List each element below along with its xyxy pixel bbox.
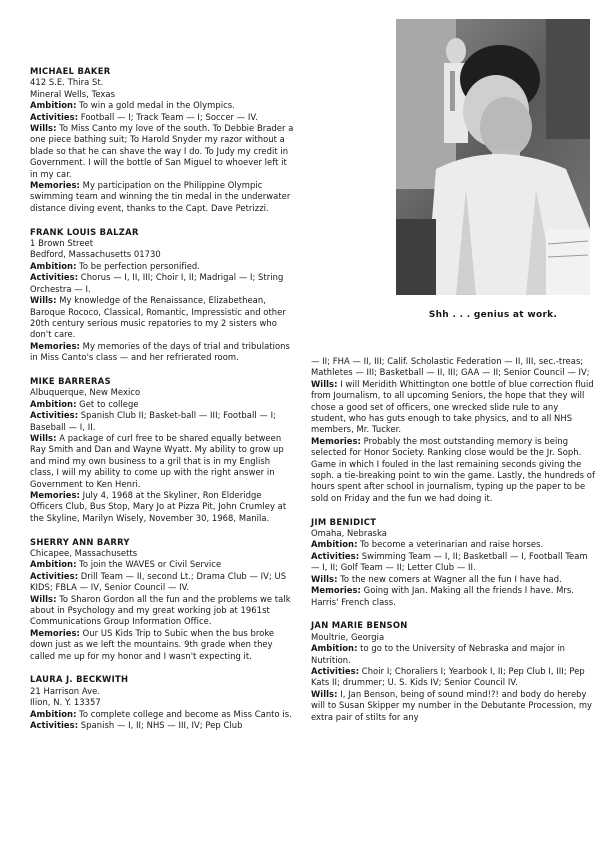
entry-field [30,399,294,410]
field-text: Going with Jan. Making all the friends I have. Mrs. Harris' French class. [311,585,575,607]
field-text: My memories of the days of trial and tribulations in Miss Canto's class — and her refrierated room. [30,340,290,363]
field-label: Activities: [30,272,79,283]
field-text: To win a gold medal in the Olympics. [76,100,235,111]
entry-field [311,666,596,689]
entry-field [30,180,294,214]
entry-field [30,295,294,341]
field-label: Ambition: [30,260,77,271]
field-label: Wills: [30,432,57,443]
entry-field [30,571,294,594]
field-label: Memories: [311,435,361,446]
field-text: July 4, 1968 at the Skyliner, Ron Elderidge Officers Club, Bus Stop, Mary Jo at Pizza Pit, John Crumley at the Skyline, Marilyn Wisely, November 30, 1968, Manila. [30,490,287,523]
field-text: Swimming Team — I, II; Basketball — I, Football Team — I, II; Golf Team — II; Letter Club — II. [311,550,588,573]
entry-field [30,112,294,123]
field-label: Wills: [30,295,57,306]
entry-field [311,689,596,723]
senior-name: JIM BENIDICT [311,516,377,527]
field-label: Ambition: [30,708,77,719]
field-text: To the new comers at Wagner all the fun I have had. [337,573,562,584]
entry-field [311,643,596,666]
field-label: Activities: [311,550,360,561]
field-text: To be perfection personified. [76,260,201,271]
photo-illustration [396,19,590,295]
field-label: Memories: [30,490,80,500]
field-text: Choir I; Choraliers I; Yearbook I, II; Pep Club I, III; Pep Kats II; drummer; U. S. Kids IV; Senior Council IV. [311,665,585,688]
entry-field [311,539,596,550]
senior-name: FRANK LOUIS BALZAR [30,226,139,237]
entry-field [30,261,294,272]
senior-entry [311,517,596,608]
senior-entry [311,620,596,723]
senior-name: LAURA J. BECKWITH [30,674,129,685]
senior-entry [30,537,294,662]
senior-address-line: Mineral Wells, Texas [30,88,116,99]
entry-field [311,585,596,608]
senior-address-line: 412 S.E. Thira St. [30,77,104,88]
field-label: Memories: [311,585,361,596]
field-label: Memories: [30,340,80,351]
senior-entry [30,66,294,214]
continued-entry [311,356,596,504]
field-text: To become a veterinarian and raise horses. [357,539,544,550]
field-text: Spanish — I, II; NHS — III, IV; Pep Club [78,720,243,731]
field-text: Chorus — I, II, III; Choir I, II; Madrigal — I; String Orchestra — I. [30,272,284,294]
field-text: Probably the most outstanding memory is being selected for Honor Society. Ranking close would be the Jr. Soph. Game in which I fouled in the last remaining seconds giving the soph. a tie-breaking point to win the game. Lastly, the hundreds of hours spent after school in journalism, typing up the paper to be sold on Friday and the fun we had doing it. [311,435,595,503]
field-label: Memories: [30,180,80,191]
entry-field [30,433,294,490]
senior-entry [30,227,294,364]
senior-address-line: Chicapee, Massachusetts [30,548,138,559]
field-label: Activities: [311,665,360,676]
entry-field [30,709,294,720]
field-text: To join the WAVES or Civil Service [76,559,222,570]
senior-address-line: 1 Brown Street [30,238,94,249]
field-text: Football — I; Track Team — I; Soccer — IV. [78,111,258,122]
left-column [30,66,294,744]
senior-name: JAN MARIE BENSON [311,620,408,631]
entry-field [311,379,596,436]
entry-field [311,356,596,379]
senior-address-line: Bedford, Massachusetts 01730 [30,249,161,260]
senior-address-line: 21 Harrison Ave. [30,685,101,696]
student-photo [396,19,590,295]
field-label: Wills: [30,123,57,134]
field-label: Ambition: [311,539,358,550]
entry-field [311,574,596,585]
field-text: Drill Team — II, second Lt.; Drama Club — IV; US KIDS; FBLA — IV, Senior Council — IV. [30,570,287,593]
entry-field [30,594,294,628]
entry-field [30,559,294,570]
field-text: to go to the University of Nebraska and major in Nutrition. [311,643,565,665]
field-label: Ambition: [311,643,358,654]
field-label: Wills: [311,378,338,389]
field-label: Ambition: [30,398,77,409]
field-label: Ambition: [30,100,77,111]
field-text: My knowledge of the Renaissance, Elizabethean, Baroque Rococo, Classical, Romantic, Impressistic and other 20th century serious music repatories to my 2 sisters who don't care. [30,295,286,340]
entry-field [30,341,294,364]
field-text: I will Meridith Whittington one bottle of blue correction fluid from Journalism, to all upcoming Seniors, the hope that they will chose a good set of officers, one wrecked slide rule to any student, who has guts enough to take physics, and to all NHS members, Mr. Tucker. [311,378,594,435]
entry-field [30,272,294,295]
senior-name: MIKE BARRERAS [30,375,111,386]
field-text: To Miss Canto my love of the south. To Debbie Brader a one piece bathing suit; To Harold Snyder my razor without a blade so that he can shave the way I do. To Judy my credit in Government. I will the bottle of San Miguel to whoever left it in my car. [30,123,294,179]
field-label: Ambition: [30,559,77,570]
field-label: Wills: [311,573,338,584]
field-text: Spanish Club II; Basket-ball — III; Football — I; Baseball — I, II. [30,410,276,432]
senior-address-line: Moultrie, Georgia [311,631,385,642]
field-label: Wills: [30,593,57,604]
entry-field [30,410,294,433]
entry-field [311,436,596,504]
field-text: Get to college [76,398,139,409]
photo-caption: Shh . . . genius at work. [428,310,558,320]
field-label: Activities: [30,111,79,122]
senior-name: SHERRY ANN BARRY [30,536,130,547]
field-text: A package of curl free to be shared equally between Ray Smith and Dan and Wayne Wyatt. My ability to grow up and mind my own business to a gril that is in my English class, I will my ability to come up with the right answer in Government to Ken Henri. [30,432,284,489]
field-label: Activities: [30,720,79,731]
field-text: — II; FHA — II, III; Calif. Scholastic Federation — II, III, sec.-treas; Mathletes — III; Basketball — II, III; GAA — II; Senior Council — IV; [311,356,590,378]
senior-address-line: Albuquerque, New Mexico [30,387,141,398]
senior-name: MICHAEL BAKER [30,66,111,76]
field-text: My participation on the Philippine Olympic swimming team and winning the tin medal in the underwater distance diving event, thanks to the Capt. Dave Petrizzi. [30,180,291,213]
senior-address-line: Omaha, Nebraska [311,528,387,539]
field-label: Activities: [30,570,79,581]
entry-field [30,490,294,524]
entry-field [30,123,294,180]
right-column [311,356,596,735]
field-text: I, Jan Benson, being of sound mind!?! and body do hereby will to Susan Skipper my number in the Debutante Procession, my extra pair of stilts for any [311,688,593,722]
senior-entry [30,674,294,731]
field-text: Our US Kids Trip to Subic when the bus broke down just as we left the mountains. 9th grade when they called me up for my honor and I wasn't expecting it. [30,627,275,661]
field-text: To Sharon Gordon all the fun and the problems we talk about in Psychology and my great working job at 1961st Communications Group Information Office. [30,593,291,627]
entry-field [30,100,294,111]
senior-entry [30,376,294,524]
entry-field [30,628,294,662]
field-text: To complete college and become as Miss Canto is. [76,708,292,719]
field-label: Activities: [30,410,79,421]
field-label: Wills: [311,688,338,699]
senior-address-line: Ilion, N. Y. 13357 [30,697,101,708]
field-label: Memories: [30,627,80,638]
entry-field [311,551,596,574]
entry-field [30,720,294,731]
